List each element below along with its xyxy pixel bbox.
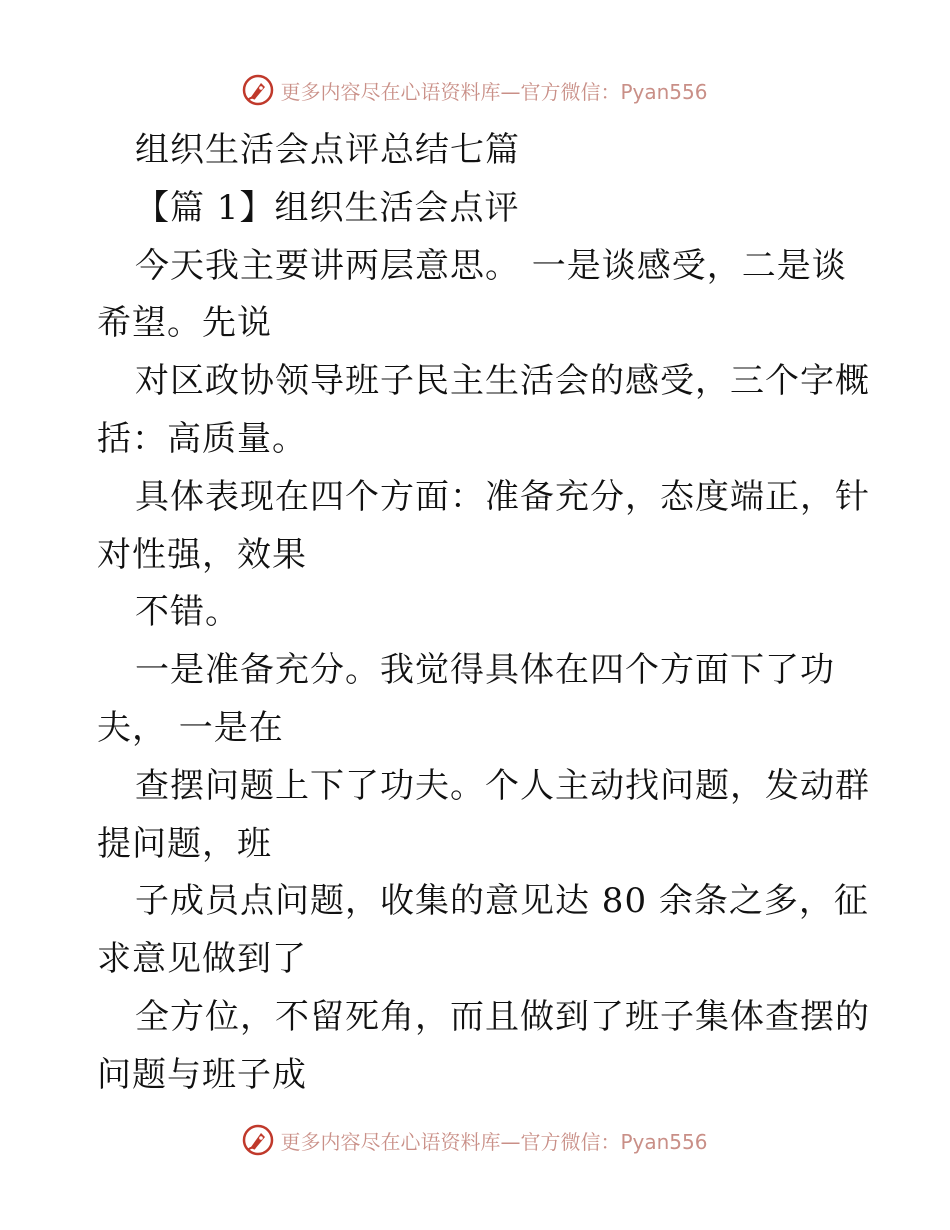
paragraph-line: 希望。先说 bbox=[97, 303, 272, 344]
section-heading: 【篇 1】组织生活会点评 bbox=[135, 187, 520, 228]
paragraph-line: 括：高质量。 bbox=[97, 418, 307, 459]
paragraph-line: 全方位，不留死角，而且做到了班子集体查摆的 bbox=[135, 996, 870, 1037]
footer-banner-text: 更多内容尽在心语资料库—官方微信：Pyan556 bbox=[280, 1129, 708, 1154]
paragraph-line: 对区政协领导班子民主生活会的感受，三个字概 bbox=[135, 361, 870, 402]
paragraph-line: 具体表现在四个方面：准备充分，态度端正，针 bbox=[135, 476, 870, 517]
paragraph-line: 提问题，班 bbox=[97, 823, 272, 864]
paragraph-line: 问题与班子成 bbox=[97, 1054, 307, 1095]
paragraph-line: 一是准备充分。我觉得具体在四个方面下了功 bbox=[135, 650, 835, 691]
pen-nib-logo-icon bbox=[242, 1124, 274, 1156]
paragraph-line: 不错。 bbox=[135, 592, 240, 633]
pen-nib-logo-icon bbox=[242, 74, 274, 106]
paragraph-line: 今天我主要讲两层意思。 一是谈感受，二是谈 bbox=[135, 245, 847, 286]
header-banner bbox=[0, 70, 950, 110]
paragraph-line: 查摆问题上下了功夫。个人主动找问题，发动群 bbox=[135, 765, 870, 806]
document-title: 组织生活会点评总结七篇 bbox=[135, 130, 520, 170]
footer-banner bbox=[0, 1120, 950, 1160]
paragraph-line: 求意见做到了 bbox=[97, 939, 307, 980]
paragraph-line: 子成员点问题，收集的意见达 80 余条之多，征 bbox=[135, 881, 869, 922]
paragraph-line: 对性强，效果 bbox=[97, 534, 307, 575]
header-banner-text: 更多内容尽在心语资料库—官方微信：Pyan556 bbox=[280, 79, 708, 104]
document-body bbox=[97, 122, 870, 1105]
paragraph-line: 夫， 一是在 bbox=[97, 707, 284, 748]
